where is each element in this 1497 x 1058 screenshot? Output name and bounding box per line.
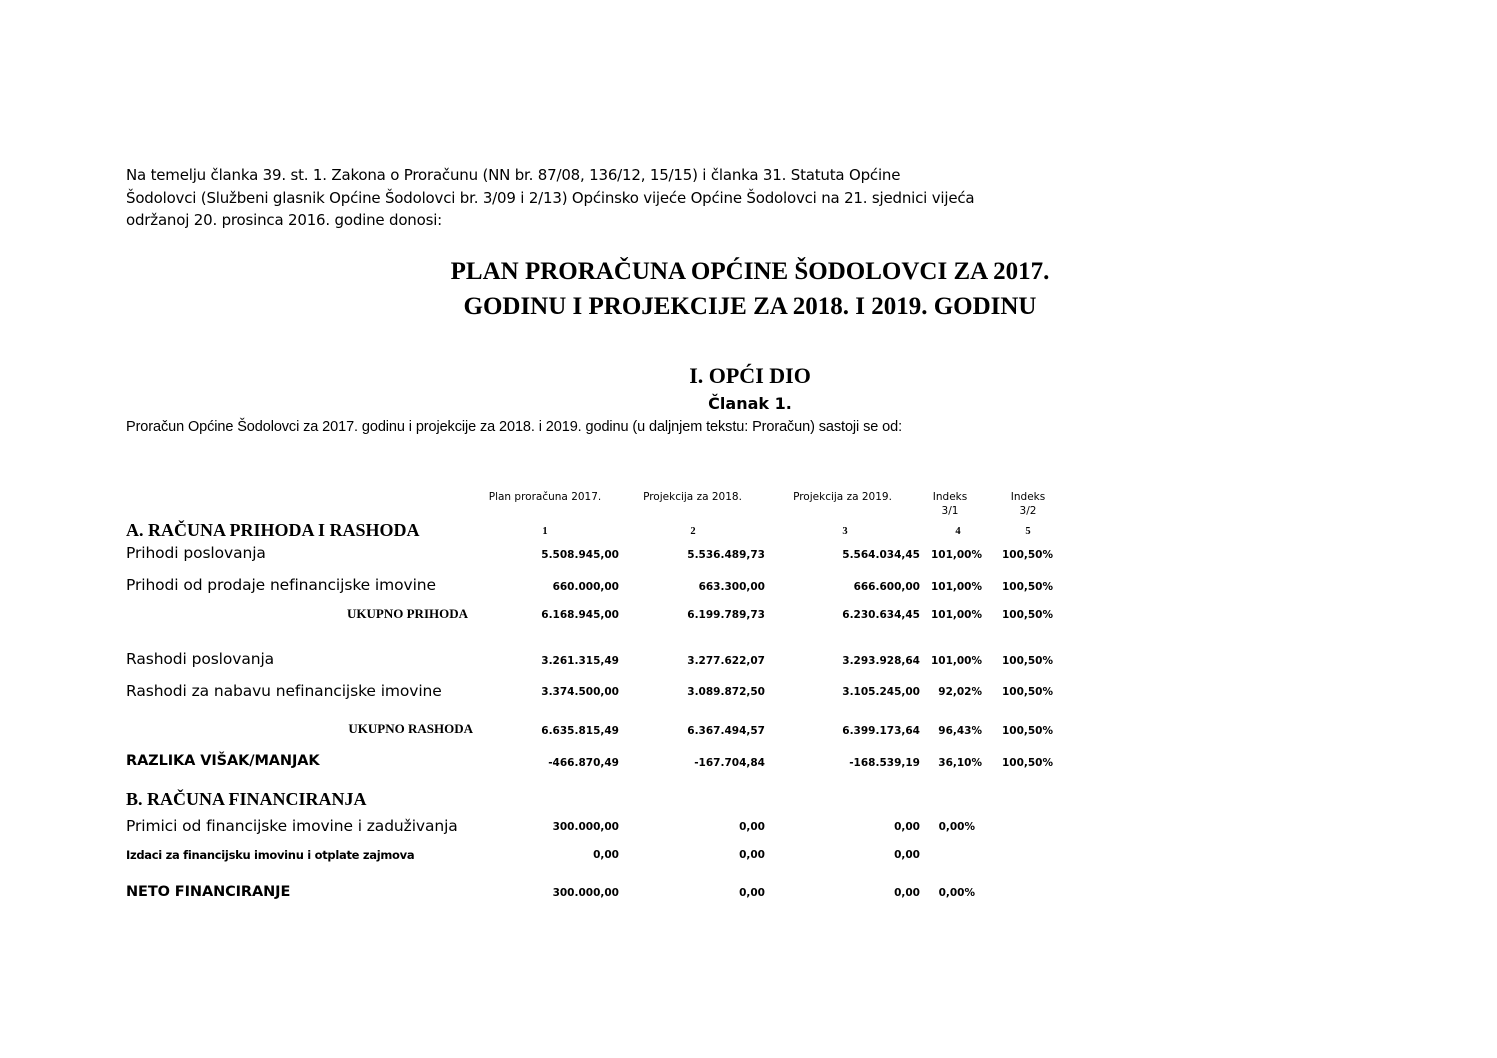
cell-value: 100,50% [1001,549,1053,561]
row-label: Rashodi za nabavu nefinancijske imovine [126,682,442,700]
row-label: Prihodi poslovanja [126,544,266,562]
column-header-projection-2019: Projekcija za 2019. [793,491,892,503]
row-label-total: UKUPNO RASHODA [348,721,473,736]
column-header-plan-2017: Plan proračuna 2017. [488,491,602,503]
cell-value: 3.293.928,64 [842,655,920,667]
row-label: Rashodi poslovanja [126,650,275,668]
cell-value: 3.277.622,07 [687,655,765,667]
document-title-line-1: PLAN PRORAČUNA OPĆINE ŠODOLOVCI ZA 2017. [450,258,1050,285]
cell-value: -466.870,49 [548,757,619,769]
cell-value: 0,00 [739,887,765,899]
cell-value: 3.374.500,00 [541,686,619,698]
cell-value: 100,50% [1001,725,1053,737]
column-number: 4 [955,526,961,537]
cell-value: 300.000,00 [552,821,619,833]
cell-value: 0,00 [894,849,920,861]
row-label: Primici od financijske imovine i zaduživanja [126,817,458,835]
row-label: NETO FINANCIRANJE [126,884,291,900]
cell-value: 6.199.789,73 [687,609,765,621]
row-label: Izdaci za financijsku imovinu i otplate zajmova [126,848,415,862]
column-header-projection-2018: Projekcija za 2018. [643,491,742,503]
row-label-total: UKUPNO PRIHODA [347,606,468,621]
row-label: Prihodi od prodaje nefinancijske imovine [126,576,436,594]
cell-value: 6.230.634,45 [842,609,920,621]
article-description: Proračun Općine Šodolovci za 2017. godinu i projekcije za 2018. i 2019. godinu (u daljnjem tekstu: Proračun) sastoji se od: [126,419,902,435]
cell-value: -168.539,19 [849,757,920,769]
cell-value: 3.089.872,50 [687,686,765,698]
cell-value: 0,00 [593,849,619,861]
section-a-heading: A. RAČUNA PRIHODA I RASHODA [126,520,420,540]
cell-value: 0,00% [938,887,975,899]
cell-value: 0,00 [739,821,765,833]
cell-value: 0,00% [938,821,975,833]
column-number: 5 [1025,526,1031,537]
article-heading: Članak 1. [708,394,792,413]
cell-value: 663.300,00 [698,581,765,593]
cell-value: 101,00% [930,655,982,667]
cell-value: 36,10% [938,757,982,769]
cell-value: 100,50% [1001,655,1053,667]
column-number: 1 [542,526,548,537]
cell-value: 100,50% [1001,581,1053,593]
column-header-index-3-2: Indeks 3/2 [1010,491,1046,517]
cell-value: 666.600,00 [853,581,920,593]
cell-value: 101,00% [930,609,982,621]
intro-paragraph [126,164,974,232]
cell-value: 0,00 [894,821,920,833]
column-header-index-3-1: Indeks 3/1 [932,491,968,517]
document-title-line-2: GODINU I PROJEKCIJE ZA 2018. I 2019. GODINU [463,293,1037,320]
cell-value: 0,00 [739,849,765,861]
cell-value: 5.508.945,00 [541,549,619,561]
cell-value: 5.564.034,45 [842,549,920,561]
cell-value: 100,50% [1001,609,1053,621]
cell-value: -167.704,84 [694,757,765,769]
cell-value: 96,43% [938,725,982,737]
cell-value: 6.399.173,64 [842,725,920,737]
cell-value: 100,50% [1001,686,1053,698]
cell-value: 101,00% [930,549,982,561]
cell-value: 5.536.489,73 [687,549,765,561]
cell-value: 660.000,00 [552,581,619,593]
cell-value: 100,50% [1001,757,1053,769]
cell-value: 3.105.245,00 [842,686,920,698]
cell-value: 6.168.945,00 [541,609,619,621]
cell-value: 300.000,00 [552,887,619,899]
cell-value: 6.635.815,49 [541,725,619,737]
column-number: 3 [842,526,848,537]
cell-value: 92,02% [938,686,982,698]
section-b-heading: B. RAČUNA FINANCIRANJA [126,789,367,809]
cell-value: 101,00% [930,581,982,593]
column-number: 2 [690,526,696,537]
row-label: RAZLIKA VIŠAK/MANJAK [126,753,320,769]
cell-value: 3.261.315,49 [541,655,619,667]
intro-line: Na temelju članka 39. st. 1. Zakona o Proračunu (NN br. 87/08, 136/12, 15/15) i članka 31. Statuta Općine [126,166,901,184]
intro-line: Šodolovci (Službeni glasnik Općine Šodolovci br. 3/09 i 2/13) Općinsko vijeće Općine Šodolovci na 21. sjednici vijeća [126,188,975,207]
intro-line: održanoj 20. prosinca 2016. godine donosi: [126,211,443,229]
section-heading: I. OPĆI DIO [689,363,811,388]
cell-value: 6.367.494,57 [687,725,765,737]
cell-value: 0,00 [894,887,920,899]
